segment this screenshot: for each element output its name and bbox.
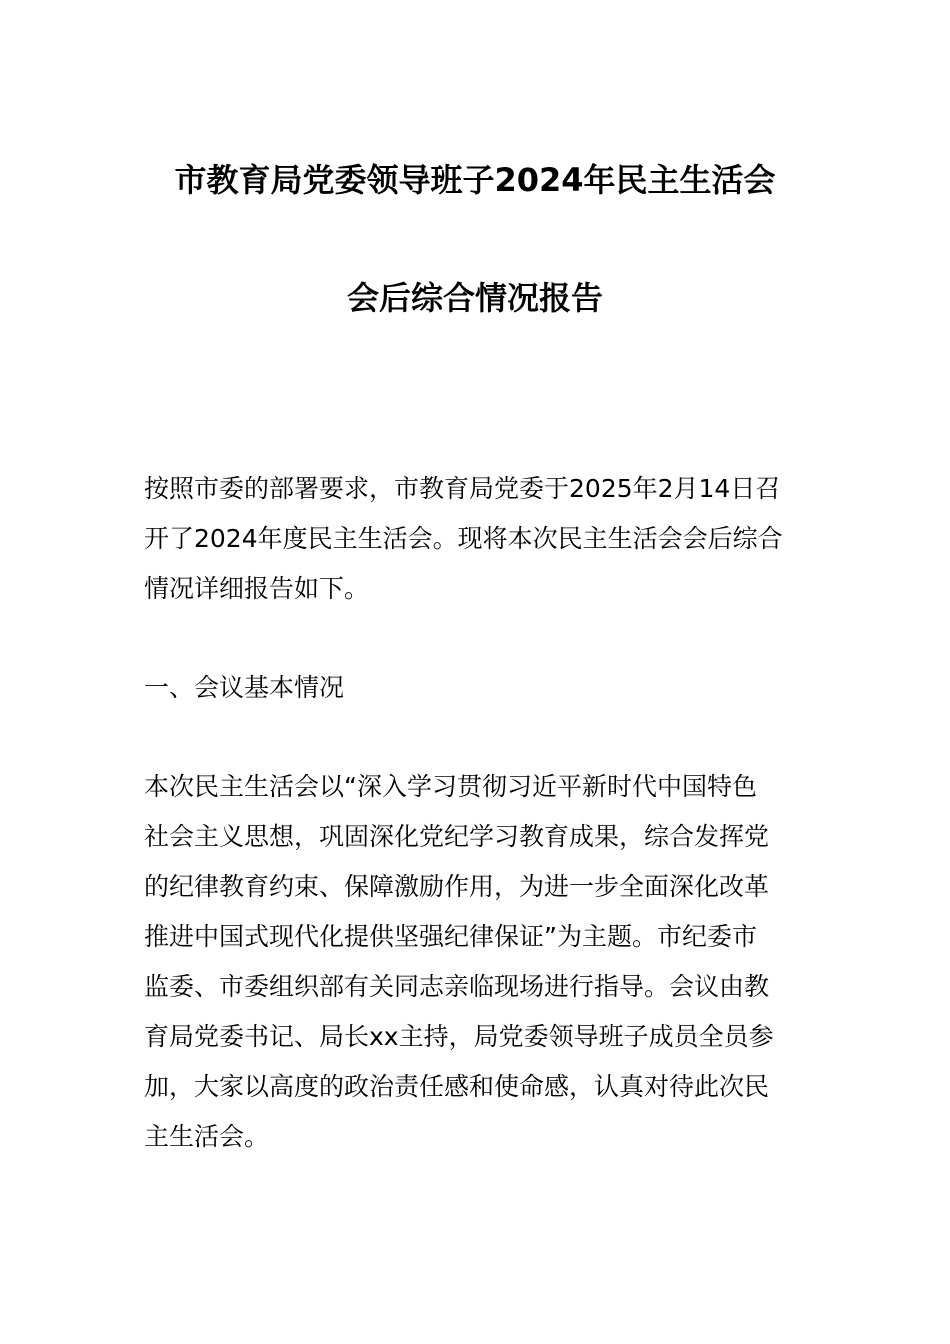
intro-paragraph [144, 464, 809, 614]
paragraph-line: 主生活会。 [144, 1122, 270, 1151]
paragraph-line: 按照市委的部署要求，市教育局党委于2025年2月14日召 [144, 474, 781, 503]
paragraph-line: 监委、市委组织部有关同志亲临现场进行指导。会议由教 [144, 972, 770, 1001]
section-heading [144, 663, 809, 713]
paragraph-line: 育局党委书记、局长xx主持，局党委领导班子成员全员参 [144, 1022, 774, 1051]
paragraph-line: 开了2024年度民主生活会。现将本次民主生活会会后综合 [144, 524, 783, 553]
paragraph-line: 社会主义思想，巩固深化党纪学习教育成果，综合发挥党 [144, 822, 770, 851]
paragraph-line: 情况详细报告如下。 [144, 574, 370, 603]
meeting-overview-paragraph [144, 762, 809, 1162]
paragraph-line: 加，大家以高度的政治责任感和使命感，认真对待此次民 [144, 1072, 770, 1101]
paragraph-line: 推进中国式现代化提供坚强纪律保证”为主题。市纪委市 [144, 922, 757, 951]
document-title-line-1: 市教育局党委领导班子2024年民主生活会 [174, 161, 776, 199]
paragraph-line: 的纪律教育约束、保障激励作用，为进一步全面深化改革 [144, 872, 770, 901]
section-heading-text: 一、会议基本情况 [144, 673, 345, 702]
document-title-line-2: 会后综合情况报告 [346, 279, 603, 317]
paragraph-line: 本次民主生活会以“深入学习贯彻习近平新时代中国特色 [144, 772, 757, 801]
